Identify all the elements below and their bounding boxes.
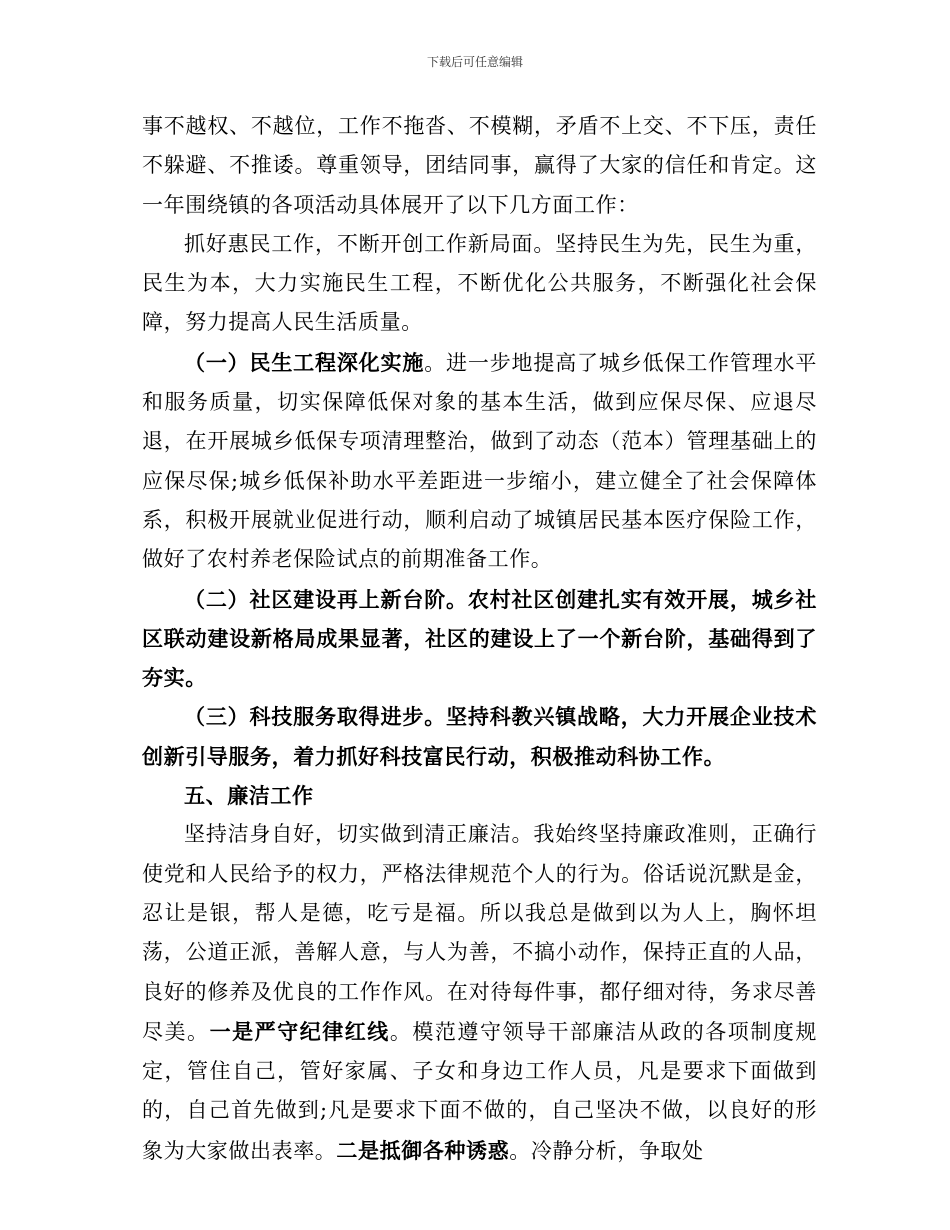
paragraph-2: 抓好惠民工作，不断开创工作新局面。坚持民生为先，民生为重，民生为本，大力实施民生工程，不断优化公共服务，不断强化社会保障，努力提高人民生活质量。 bbox=[142, 231, 817, 335]
paragraph-1: 事不越权、不越位，工作不拖沓、不模糊，矛盾不上交、不下压，责任不躲避、不推诿。尊重领导，团结同事，赢得了大家的信任和肯定。这一年围绕镇的各项活动具体展开了以下几方面工作： bbox=[142, 114, 817, 217]
paragraph-3 bbox=[142, 343, 817, 580]
section-title-5: 五、廉洁工作 bbox=[184, 783, 314, 809]
page-header: 下载后可任意编辑 bbox=[426, 55, 523, 69]
paragraph-6-text-e: 。冷静分析，争取处 bbox=[509, 1138, 704, 1163]
point-one-label: 一是严守纪律红线 bbox=[209, 1018, 390, 1044]
paragraph-6-text-a: 坚持洁身自好，切实做到清正廉洁。我始终坚持廉政准则，正确行使党和人民给予的权力，严格法律规范个人的行为。俗话说沉默是金，忍让是银，帮人是德，吃亏是福。所以我总是做到以为人上，胸怀坦荡，公道正派，善解人意，与人为善，不搞小动作，保持正直的人品，良好的修养及优良的工作作风。在对待每件事，都仔细对待，务求尽善尽美。 bbox=[142, 822, 817, 1044]
paragraph-6 bbox=[142, 815, 817, 1171]
paragraph-6-text-c: 。模范遵守领导干部廉洁从政的各项制度规定，管住自己，管好家属、子女和身边工作人员，凡是要求下面做到的，自己首先做到;凡是要求下面不做的，自己坚决不做，以良好的形象为大家做出表率。 bbox=[142, 1019, 817, 1163]
paragraph-4: （二）社区建设再上新台阶。农村社区创建扎实有效开展，城乡社区联动建设新格局成果显著，社区的建设上了一个新台阶，基础得到了夯实。 bbox=[142, 586, 817, 691]
point-two-label: 二是抵御各种诱惑 bbox=[336, 1137, 510, 1163]
paragraph-5: （三）科技服务取得进步。坚持科教兴镇战略，大力开展企业技术创新引导服务，着力抓好科技富民行动，积极推动科协工作。 bbox=[142, 704, 817, 769]
document-body bbox=[142, 107, 817, 1171]
section-heading-1: （一）民生工程深化实施 bbox=[184, 349, 425, 375]
paragraph-3-text: 。进一步地提高了城乡低保工作管理水平和服务质量，切实保障低保对象的基本生活，做到应保尽保、应退尽退，在开展城乡低保专项清理整治，做到了动态（范本）管理基础上的应保尽保;城乡低保补助水平差距进一步缩小，建立健全了社会保障体系，积极开展就业促进行动，顺利启动了城镇居民基本医疗保险工作，做好了农村养老保险试点的前期准备工作。 bbox=[142, 350, 817, 572]
